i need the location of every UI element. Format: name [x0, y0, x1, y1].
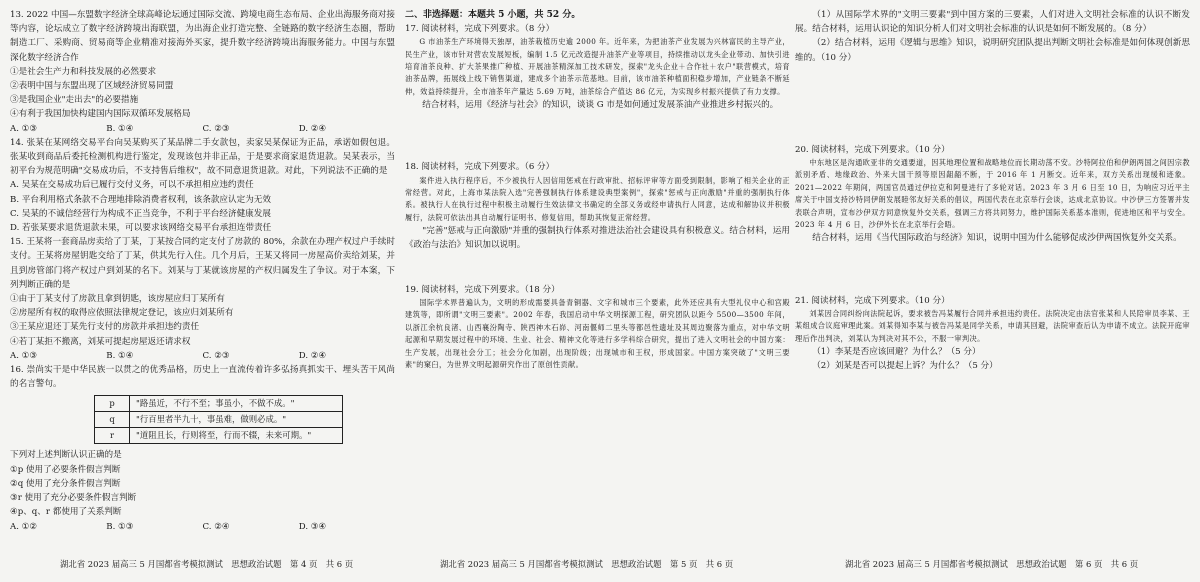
option-a: A. ①② — [10, 521, 38, 532]
q17-question: 结合材料，运用《经济与社会》的知识，谈谈 G 市是如何通过发展茶油产业推进乡村振兴的。 — [422, 100, 779, 111]
option-a: A. ①③ — [10, 350, 38, 361]
q13-item: ②表明中国与东盟出现了区域经济贸易同盟 — [10, 81, 174, 92]
page-footer: 湖北省 2023 届高三 5 月国都省考模拟测试 思想政治试题 第 4 页 共 6 页 — [60, 559, 354, 569]
q16-item: ④p、q、r 都使用了关系判断 — [10, 507, 122, 518]
q15-stem: 15. 王某将一套商品房卖给了丁某，丁某按合同约定支付了房款的 80%，余款在办理产权过户手续时支付。王某将房屋钥匙交给了丁某，供其先行入住。几个月后，王某又将同一房屋高价卖给刘某，并且到房管部门将产权过户到刘某的名下。刘某与丁某就该房屋的产权归属发生了争议。对于本案，下列判断正确的是 — [10, 237, 395, 290]
q18-question: "完善"惩戒与正向激励"并重的强制执行体系对推进法治社会建设具有积极意义。结合材料，运用《政治与法治》知识加以说明。 — [405, 226, 790, 251]
q13-item: ④有利于我国加快构建国内国际双循环发展格局 — [10, 109, 191, 120]
q15-item: ①由于丁某支付了房款且拿到钥匙，该房屋应归丁某所有 — [10, 294, 225, 305]
option-a: A. ①③ — [10, 123, 38, 134]
answer-space — [405, 253, 790, 283]
q14-item: C. 吴某的不诚信经营行为构成不正当竞争，不利于平台经济健康发展 — [10, 208, 271, 219]
q18-heading: 18. 阅读材料，完成下列要求。（6 分） — [405, 162, 555, 173]
q16-item: ③r 使用了充分必要条件假言判断 — [10, 493, 137, 504]
table-key: r — [95, 428, 130, 444]
q20-heading: 20. 阅读材料，完成下列要求。（10 分） — [795, 144, 950, 155]
q21-heading: 21. 阅读材料，完成下列要求。（10 分） — [795, 295, 950, 306]
q20-question: 结合材料，运用《当代国际政治与经济》知识，说明中国为什么能够促成沙伊两国恢复外交关系。 — [812, 233, 1182, 244]
page-footer: 湖北省 2023 届高三 5 月国都省考模拟测试 思想政治试题 第 6 页 共 6 页 — [845, 559, 1139, 569]
q14-item: A. 吴某在交易成功后已履行交付义务，可以不承担相应违约责任 — [10, 180, 254, 191]
option-b: B. ①④ — [106, 123, 134, 134]
q13-stem: 13. 2022 中国—东盟数字经济全球高峰论坛通过国际交流、跨境电商生态布局、企业出海服务商对接等内容，论坛成立了数字经济跨境出海联盟，为出海企业打造完整、全链路的数字经济生态圈，帮助制造工厂、采购商、贸易商等企业精准对接海外买家，提升数字经济跨境出海服务能力。中国与东盟深化数字经济合作 — [10, 10, 395, 63]
answer-space — [405, 112, 790, 160]
option-b: B. ①④ — [106, 350, 134, 361]
answer-space — [795, 65, 1190, 113]
page-footer: 湖北省 2023 届高三 5 月国都省考模拟测试 思想政治试题 第 5 页 共 6 页 — [440, 559, 734, 569]
page-4-column — [10, 8, 395, 548]
q14-item: B. 平台利用格式条款不合理地排除消费者权利，该条款应认定为无效 — [10, 194, 271, 205]
q21-material: 刘某因合同纠纷向法院起诉，要求被告冯某履行合同并承担违约责任。法院决定由法官张某和人民陪审员李某、王某组成合议庭审理此案。刘某得知李某与被告冯某是同学关系，申请其回避，法院审查后认为申请不成立。法院开庭审理后作出判决，刘某认为判决对其不公，不服一审判决。 — [795, 308, 1190, 343]
q21-sub-question-1: （1）李某是否应该回避？为什么？（5 分） — [812, 347, 981, 358]
q13-item: ③是我国企业"走出去"的必要措施 — [10, 95, 139, 106]
table-quote: "路虽近，不行不至；事虽小，不做不成。" — [130, 396, 343, 412]
q13-item: ①是社会生产力和科技发展的必然要求 — [10, 66, 157, 77]
q19-heading: 19. 阅读材料，完成下列要求。（18 分） — [405, 284, 560, 295]
q19-material: 国际学术界普遍认为，文明的形成需要具备青铜器、文字和城市三个要素，此外还应具有大型礼仪中心和宫殿建筑等，即所谓"文明三要素"。2002 年春，我国启动中华文明探源工程，研究团队以距今 5500—3500 年间，以浙江余杭良渚、山西襄汾陶寺、陕西神木石峁、河南偃师二里头等都邑性遗址及其周边聚落为重点，对中华文明起源和早期发展过程中的环境、生业、社会、精神文化等进行多学科综合研究，提出了进入文明社会的中国方案：生产发展，出现社会分工；社会分化加剧，出现阶级；出现城市和王权，形成国家。中国方案突破了"文明三要素"的窠臼，为世界文明起源研究作出了原创性贡献。 — [405, 297, 790, 369]
table-quote: "行百里者半九十，事虽难，做则必成。" — [130, 412, 343, 428]
q16-options — [10, 520, 395, 534]
q21-sub-question-2: （2）刘某是否可以提起上诉？为什么？（5 分） — [812, 361, 998, 372]
table-key: q — [95, 412, 130, 428]
table-quote: "道阻且长，行则将至，行而不辍，未来可期。" — [130, 428, 343, 444]
option-b: B. ①③ — [106, 521, 134, 532]
q16-judgment-table — [94, 395, 343, 444]
page-5-column — [405, 8, 790, 548]
q15-item: ④若丁某拒不搬离，刘某可提起房屋返还请求权 — [10, 336, 191, 347]
q17-material: G 市油茶生产环境得天独厚，油茶栽植历史逾 2000 年。近年来，为把油茶产业发展为兴林富民的主导产业，民生产业，该市针对营农发展短板，编制 1.5 亿元改造提升油茶产业等项目，持续推动以龙头企业带动、加快引进培育油茶良种、扩大茶果推广种植、开展油茶精深加工技术研发，探索"龙头企业＋合作社＋农户"联营模式，培育油茶品牌，拓展线上线下销售渠道，建成多个油茶示范基地。目前，该市油茶种植面积稳步增加，产业链条不断延伸，效益持续提升，全市油茶年产量达 5.69 万吨，油茶综合产值达 86 亿元，为实现乡村振兴提供了有力支撑。 — [405, 37, 790, 96]
q19-sub-question-1: （1）从国际学术界的"文明三要素"到中国方案的三要素，人们对进入文明社会标准的认识不断发展。结合材料，运用认识论的知识分析人们对文明社会标准的认识是如何不断发展的。（8 分） — [795, 10, 1190, 35]
q19-sub-question-2: （2）结合材料，运用《逻辑与思维》知识，说明研究团队提出判断文明社会标准是如何体现创新思维的。（10 分） — [795, 38, 1190, 63]
option-d: D. ②④ — [298, 123, 327, 134]
q16-item: ②q 使用了充分条件假言判断 — [10, 478, 121, 489]
q15-item: ③王某应退还丁某先行支付的房款并承担违约责任 — [10, 322, 200, 333]
answer-space — [795, 113, 1190, 143]
option-c: C. ②③ — [202, 123, 230, 134]
q15-item: ②房屋所有权的取得应依照法律规定登记，该应归刘某所有 — [10, 308, 234, 319]
q13-options — [10, 122, 395, 136]
q17-heading: 17. 阅读材料，完成下列要求。（8 分） — [405, 24, 555, 34]
q18-material: 案件进入执行程序后，不少被执行人因信用惩戒在行政审批、招标评审等方面受到限制，影响了相关企业的正常经营。对此，上海市某法院入选"完善强制执行体系建设典型案例"，探索"惩戒与正向激励"并重的强制执行体系。被执行人在执行过程中积极主动履行生效法律文书确定的全部义务或经申请执行人同意，达成和解协议并积极履行，法院可依法出具自动履行证明书、修复信用，帮助其恢复正常经营。 — [405, 175, 790, 222]
q14-stem: 14. 张某在某网络交易平台向吴某购买了某品牌二手女款包，卖家吴某保证为正品，承诺如假包退。张某收到商品后委托检测机构进行鉴定，发现该包并非正品，于是要求商家退货退款。吴某表示，当初平台为规范明确"交易成功后，不支持售后维权"，故不同意退货退款。对此，下列说法不正确的是 — [10, 137, 395, 177]
answer-space — [795, 246, 1190, 294]
q20-material: 中东地区是沟通欧亚非的交通要道，因其地理位置和战略地位而长期动荡不安。沙特阿拉伯和伊朗两国之间因宗教派别矛盾、地缘政治、外来大国干预等原因龃龉不断，于 2016 年 1 月断交。近年来，双方关系出现缓和迹象。2021—2022 年期间，两国官员通过伊拉克和阿曼进行了多轮对话。2023 年 3 月 6 日至 10 日，为响应习近平主席关于中国支持沙特同伊朗发展睦邻友好关系的倡议，两国代表在北京举行会谈，达成北京协议。中沙伊三方签署并发表联合声明，宣布沙伊双方同意恢复外交关系，强调三方将共同努力，维护国际关系基本准则，促进地区和平与安全。2023 年 4 月 6 日，沙伊外长在北京举行会晤。 — [795, 158, 1190, 230]
page-6-column — [795, 8, 1190, 548]
table-row — [95, 396, 343, 412]
q15-options — [10, 349, 395, 363]
table-key: p — [95, 396, 130, 412]
q16-stem: 16. 崇尚实干是中华民族一以贯之的优秀品格，历史上一直流传着许多弘扬真抓实干、埋头苦干风尚的名言警句。 — [10, 365, 395, 390]
table-row — [95, 412, 343, 428]
table-row — [95, 428, 343, 444]
option-c: C. ②③ — [202, 350, 230, 361]
option-d: D. ②④ — [298, 350, 327, 361]
section-heading: 二、非选择题：本题共 5 小题，共 52 分。 — [405, 10, 581, 20]
q16-ask: 下列对上述判断认识正确的是 — [10, 450, 122, 461]
q14-item: D. 若张某要求退货退款未果，可以要求该网络交易平台承担连带责任 — [10, 223, 272, 234]
option-d: D. ③④ — [298, 521, 327, 532]
q16-item: ①p 使用了必要条件假言判断 — [10, 464, 121, 475]
option-c: C. ②④ — [202, 521, 230, 532]
